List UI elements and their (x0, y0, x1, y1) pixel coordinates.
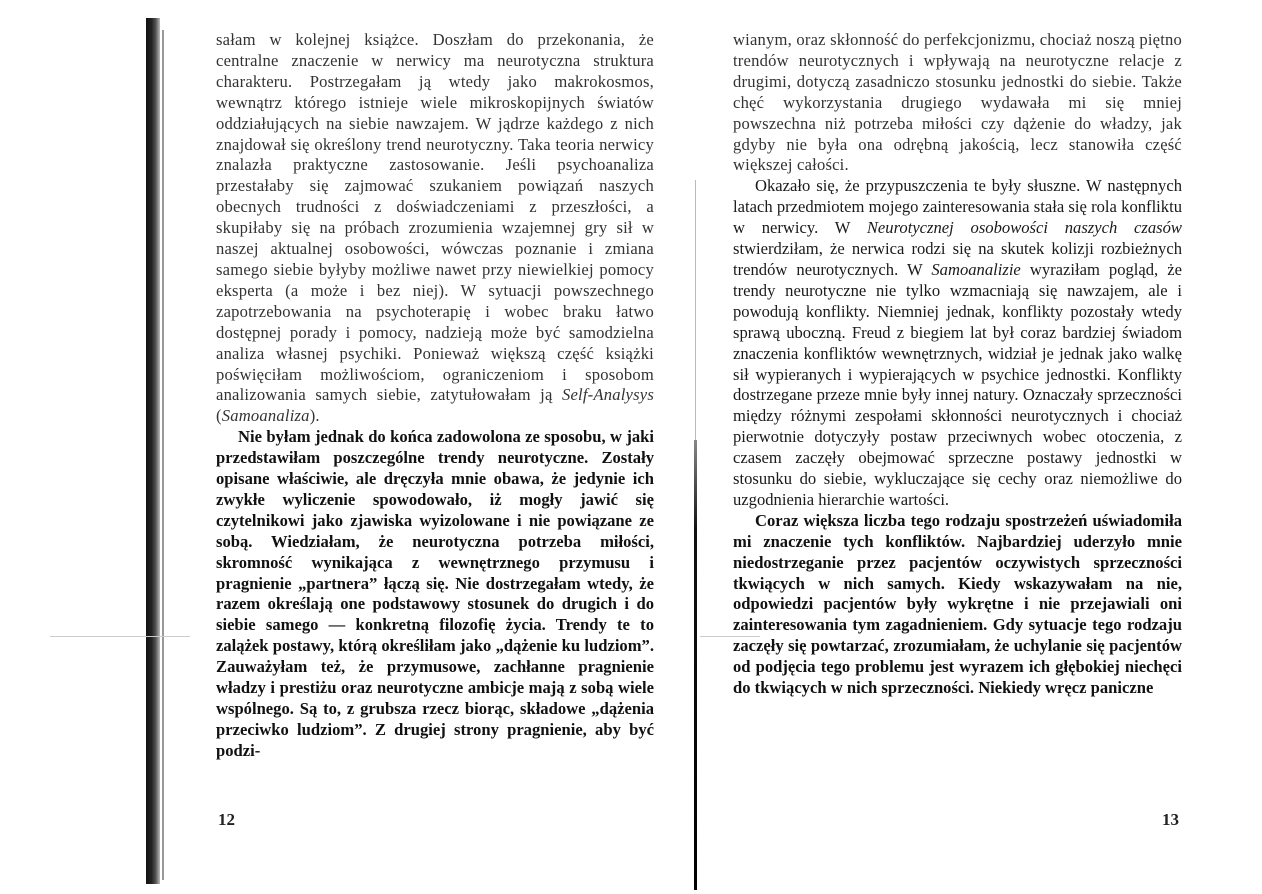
right-page (733, 30, 1182, 699)
paragraph-text: ( (216, 406, 222, 426)
italic-title-text: Samoanalizie (931, 259, 1021, 279)
paragraph-p1 (216, 30, 654, 427)
paragraph-text: wianym, oraz skłonność do perfekcjonizmu, chociaż noszą piętno trendów neurotycznych i wpływają na neurotyczne relacje z drugimi, dotyczą zasadniczo stosunku jednostki do siebie. Także chęć wykorzystania drugiego wydawała mi się mniej powszechna niż potrzeba miłości czy dążenie do władzy, jak gdyby nie była ona odrębną jakością, lecz stanowiła część większej całości. (733, 30, 1182, 175)
paragraph-text: stwierdziłam, że nerwica rodzi się na skutek kolizji rozbieżnych trendów neurotycznych. W (733, 239, 1182, 279)
paragraph-p5 (733, 511, 1182, 699)
italic-title-text: Self-Analysys (562, 385, 654, 405)
paragraph-text: ). (309, 406, 320, 426)
left-page-number: 12 (218, 810, 235, 829)
paragraph-p4 (733, 176, 1182, 511)
binding-gutter-faint (695, 180, 696, 440)
paragraph-p2 (216, 427, 654, 762)
scan-edge-line (162, 30, 164, 880)
paragraph-text: Nie byłam jednak do końca zadowolona ze sposobu, w jaki przedstawiłam poszczególne trendy neurotyczne. Zostały opisane właściwie, ale dręczyła mnie obawa, że jedynie ich zwykłe wyliczenie spowodowało, iż mogły jawić się czytelnikowi jako zjawiska wyizolowane i nie powiązane ze sobą. Wiedziałam, że neurotyczna potrzeba miłości, skromność wynikająca z wewnętrznego przymusu i pragnienie „partnera” łączą się. Nie dostrzegałam wtedy, że razem określają one podstawowy stosunek do drugich i do siebie samego — konkretną filozofię życia. Trendy te to zalążek postawy, którą określiłam jako „dążenie ku ludziom”. Zauważyłam też, że przymusowe, zachłanne pragnienie władzy i prestiżu oraz neurotyczne ambicje mają z sobą wiele wspólnego. Są to, z grubsza rzecz biorąc, składowe „dążenia przeciwko ludziom”. Z drugiej strony pragnienie, aby być podzi- (216, 427, 654, 760)
right-page-number: 13 (1162, 810, 1179, 829)
paragraph-p3 (733, 30, 1182, 176)
scan-noise (50, 636, 190, 637)
italic-title-text: Neurotycznej osobowości naszych czasów (866, 218, 1182, 238)
paragraph-text: wyraziłam pogląd, że trendy neurotyczne nie tylko wzmacniają się nawzajem, ale i powodują konflikty. Niemniej jednak, konflikty pozostały wtedy sprawą uboczną. Freud z biegiem lat był coraz bardziej świadom znaczenia konfliktów wewnętrznych, widział je jednak jako walkę sił wypieranych i wypierających w psychice jednostki. Konflikty dostrzegane przeze mnie były innej natury. Oznaczały sprzeczności między różnymi zespołami skłonności neurotycznych i chociaż pierwotnie dotyczyły postaw przeciwnych wobec otoczenia, z czasem zaczęły obejmować sprzeczne postawy jednostki w stosunku do siebie, wykluczające się cechy oraz niemożliwe do uzgodnienia hierarchie wartości. (733, 259, 1182, 509)
left-page (216, 30, 654, 762)
scan-edge-shadow (146, 18, 160, 884)
binding-gutter (694, 440, 697, 890)
paragraph-text: Okazało się, że przypuszczenia te były słuszne. W następnych latach przedmiotem mojego zainteresowania stała się rola konfliktu w nerwicy. W (733, 176, 1182, 238)
italic-title-text: Samoanaliza (221, 406, 310, 426)
paragraph-text: Coraz większa liczba tego rodzaju spostrzeżeń uświadomiła mi znaczenie tych konfliktów. Najbardziej uderzyło mnie niedostrzeganie przez pacjentów oczywistych sprzeczności tkwiących w nich samych. Kiedy wskazywałam na nie, odpowiedzi pacjentów były wykrętne i nie przejawiali oni zainteresowania tym zagadnieniem. Gdy sytuacje tego rodzaju zaczęły się powtarzać, zrozumiałam, że uchylanie się pacjentów od podjęcia tego problemu jest wyrazem ich głębokiej niechęci do tkwiących w nich sprzeczności. Niekiedy wręcz paniczne (733, 510, 1182, 698)
paragraph-text: sałam w kolejnej książce. Doszłam do przekonania, że centralne znaczenie w nerwicy ma neurotyczna struktura charakteru. Postrzegałam ją wtedy jako makrokosmos, wewnątrz którego istnieje wiele mikroskopijnych światów oddziałujących na siebie nawzajem. W jądrze każdego z nich znajdował się określony trend neurotyczny. Taka teoria nerwicy znalazła praktyczne zastosowanie. Jeśli psychoanaliza przestałaby się zajmować szukaniem powiązań naszych obecnych trudności z doświadczeniami z przeszłości, a skupiłaby się na próbach zrozumienia wzajemnej gry sił w naszej aktualnej osobowości, wówczas poznanie i zmiana samego siebie byłyby możliwe nawet przy niewielkiej pomocy eksperta (a może i bez niej). W sytuacji powszechnego zapotrzebowania na psychoterapię i wobec braku łatwo dostępnej porady i pomocy, nadzieją może być samodzielna analiza własnej psychiki. Ponieważ większą część książki poświęciłam możliwościom, ograniczeniom i sposobom analizowania samych siebie, zatytułowałam ją (216, 30, 654, 405)
